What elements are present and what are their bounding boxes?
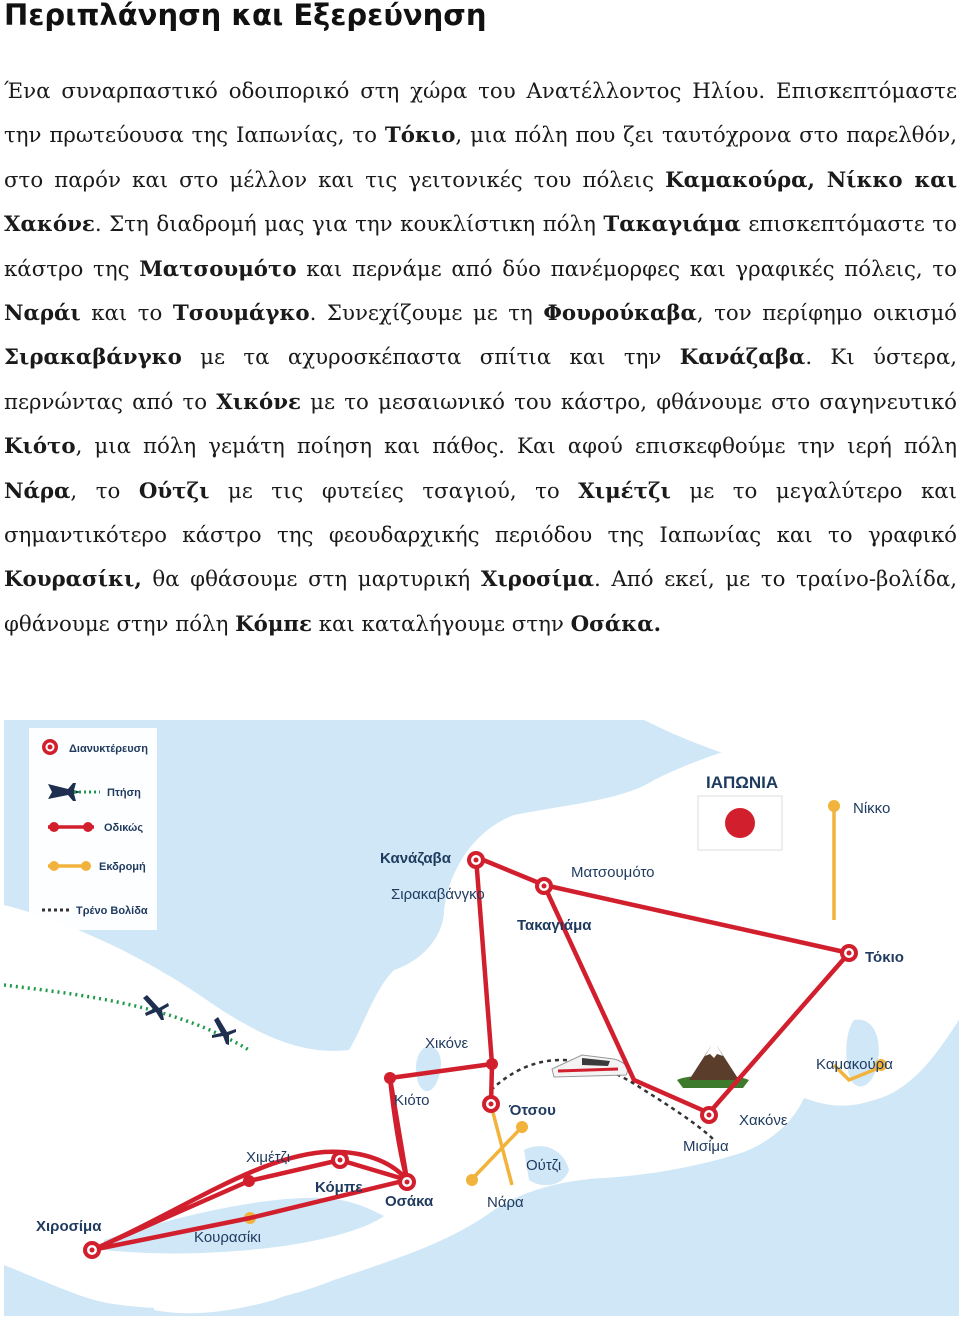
label-kanazawa: Κανάζαβα — [380, 850, 451, 867]
place-name: Κιότο — [4, 434, 76, 460]
text-run: , το — [70, 478, 139, 504]
intro-paragraph — [4, 70, 957, 647]
stop-nara — [466, 1174, 478, 1186]
place-name: Τόκιο — [384, 123, 456, 149]
stop-nikko — [828, 800, 840, 812]
legend-overnight-label: Διανυκτέρευση — [69, 743, 148, 755]
stop-hakone — [700, 1106, 718, 1124]
label-takayama: Τακαγιάμα — [517, 917, 592, 934]
label-hiroshima: Χιροσίμα — [36, 1218, 102, 1235]
place-name: Νάρα — [4, 478, 71, 504]
label-kyoto: Κιότο — [394, 1092, 430, 1109]
stop-kobe — [331, 1151, 349, 1169]
stop-hiroshima — [83, 1241, 101, 1259]
route-map — [4, 720, 959, 1316]
label-hikone: Χικόνε — [425, 1035, 469, 1052]
stop-takayama — [535, 877, 553, 895]
legend-train-label: Τρένο Βολίδα — [76, 905, 148, 917]
place-name: Ναράι — [4, 301, 81, 327]
place-name: Οσάκα. — [570, 611, 662, 637]
label-osaka: Οσάκα — [385, 1193, 434, 1210]
legend-excursion-label: Εκδρομή — [99, 861, 146, 873]
label-kurashiki: Κουρασίκι — [194, 1229, 261, 1246]
country-label: ΙΑΠΩΝΙΑ — [706, 773, 779, 792]
label-kamakura: Καμακούρα — [816, 1056, 893, 1073]
label-otsu: Ότσου — [509, 1102, 556, 1119]
place-name: Τακαγιάμα — [603, 212, 741, 238]
stop-kyoto — [384, 1072, 396, 1084]
flag-sun — [725, 808, 755, 838]
label-hakone: Χακόνε — [739, 1112, 788, 1129]
place-name: Ούτζι — [138, 478, 210, 504]
label-tokyo: Τόκιο — [865, 949, 904, 966]
text-run: . Στη διαδρομή μας για την κουκλίστικη πόλη — [94, 212, 604, 238]
stop-hikone — [486, 1058, 498, 1070]
stop-tokyo — [840, 944, 858, 962]
text-run: επισκεπτόμαστε το κάστρο της — [4, 212, 957, 282]
legend-excursion-icon — [49, 861, 59, 871]
stop-kanazawa — [467, 851, 485, 869]
place-name: Χιμέτζι — [578, 478, 671, 504]
stop-uji — [516, 1121, 528, 1133]
page-title: Περιπλάνηση και Εξερεύνηση — [4, 0, 487, 32]
place-name: Κουρασίκι, — [4, 567, 142, 593]
text-run: και περνάμε από δύο πανέμορφες και γραφικές πόλεις, το — [296, 256, 957, 282]
text-run: με το μεγαλύτερο και σημαντικότερο κάστρο της φεουδαρχικής περιόδου της Ιαπωνίας και το γραφικό — [4, 478, 957, 549]
text-run: και το — [80, 301, 173, 327]
text-run: με τα αχυροσκέπαστα σπίτια και την — [181, 345, 680, 371]
label-matsumoto: Ματσουμότο — [571, 864, 655, 881]
place-name: Κανάζαβα — [679, 345, 806, 371]
label-shirakawago: Σιρακαβάνγκο — [391, 886, 485, 903]
label-mishima: Μισίμα — [683, 1138, 729, 1155]
text-run: , τον περίφημο οικισμό — [696, 301, 957, 327]
label-himeji: Χιμέτζι — [246, 1149, 291, 1166]
japan-flag — [698, 796, 782, 850]
text-run: Ένα συναρπαστικό οδοιπορικό στη χώρα του Ανατέλλοντος Ηλίου. Επισκεπτόμαστε την πρωτεύουσα της Ιαπωνίας, το — [4, 79, 957, 149]
legend-road-icon — [49, 822, 59, 832]
place-name: Σιρακαβάνγκο — [4, 345, 182, 371]
text-run: , μια πόλη που ζει ταυτόχρονα στο παρελθόν, στο παρόν και στο μέλλον και τις γειτονικές του πόλεις — [4, 123, 957, 193]
text-run: με το μεσαιωνικό του κάστρο, φθάνουμε στο σαγηνευτικό — [301, 389, 957, 415]
stop-himeji — [243, 1175, 255, 1187]
text-run: , μια πόλη γεμάτη ποίηση και πάθος. Και αφού επισκεφθούμε την ιερή πόλη — [75, 434, 957, 460]
place-name: Χικόνε — [216, 389, 301, 415]
text-run: και καταλήγουμε στην — [311, 611, 571, 637]
text-run: με τις φυτείες τσαγιού, το — [209, 478, 579, 504]
text-run: θα φθάσουμε στη μαρτυρική — [141, 567, 481, 593]
text-run: . Κι ύστερα, περνώντας από το — [4, 345, 957, 415]
place-name: Κόμπε — [235, 611, 312, 637]
legend-flight-label: Πτήση — [107, 787, 141, 799]
label-nikko: Νίκκο — [853, 800, 891, 817]
stop-otsu — [482, 1095, 500, 1113]
place-name: Χιροσίμα — [480, 567, 595, 593]
place-name: Τσουμάγκο — [172, 301, 310, 327]
label-kobe: Κόμπε — [315, 1179, 363, 1196]
label-nara: Νάρα — [487, 1194, 524, 1211]
place-name: Ματσουμότο — [139, 256, 297, 282]
place-name: Φουρούκαβα — [543, 301, 697, 327]
legend-road-label: Οδικώς — [104, 822, 144, 834]
label-uji: Ούτζι — [526, 1157, 562, 1174]
text-run: . Συνεχίζουμε με τη — [309, 301, 544, 327]
text-run: . Από εκεί, με το τραίνο-βολίδα, φθάνουμε στην πόλη — [4, 567, 958, 637]
stop-osaka — [398, 1173, 416, 1191]
place-name: Καμακούρα, Νίκκο και Χακόνε — [4, 167, 957, 238]
